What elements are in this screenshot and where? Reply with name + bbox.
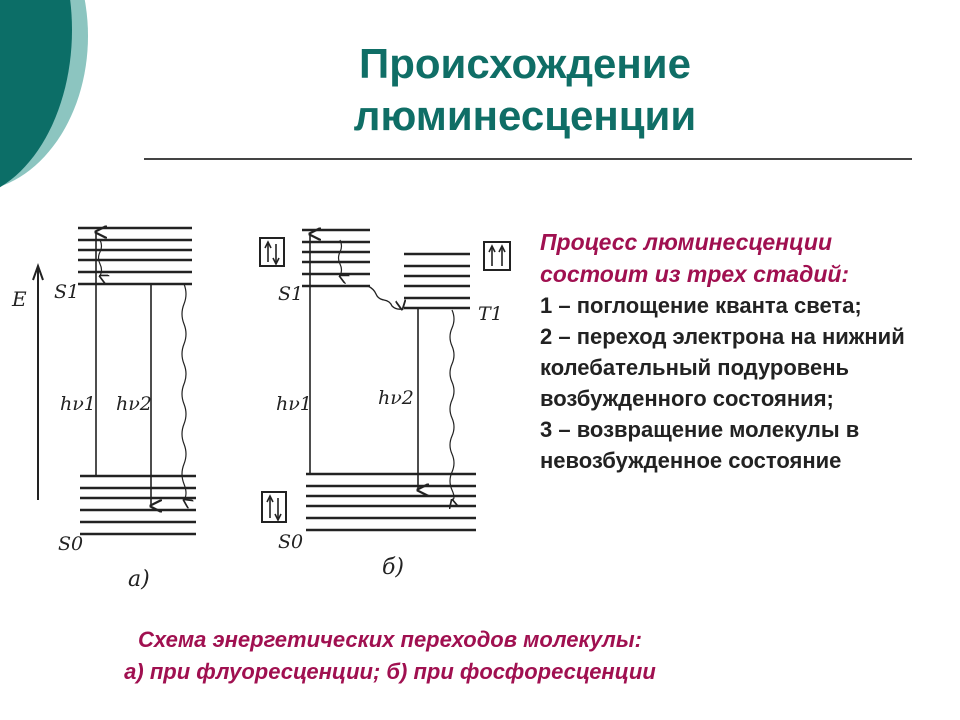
- stage-2: 2 – переход электрона на нижний колебательный подуровень возбужденного состояния;: [540, 324, 905, 411]
- a-s0-levels: [80, 476, 196, 534]
- energy-diagram-svg: [0, 210, 520, 600]
- b-s1-spin-box: [260, 238, 284, 266]
- a-nonradiative-arrow: [182, 284, 186, 500]
- b-s0-label: S0: [278, 531, 304, 553]
- a-panel-label: а): [128, 567, 150, 592]
- caption-line-1: Схема энергетических переходов молекулы:: [138, 627, 642, 652]
- caption-line-2: а) при флуоресценции; б) при фосфоресценции: [124, 659, 656, 684]
- b-panel-label: б): [382, 555, 405, 580]
- a-s1-levels: [78, 228, 192, 284]
- b-hv1-label: hν1: [276, 393, 312, 415]
- b-s1-levels: [302, 230, 370, 286]
- a-s0-label: S0: [58, 533, 84, 555]
- b-hv2-label: hν2: [378, 387, 414, 409]
- b-nonradiative-arrow: [450, 310, 454, 500]
- b-s1-label: S1: [278, 283, 304, 305]
- stage-1: 1 – поглощение кванта света;: [540, 293, 862, 318]
- diagram-b: [260, 230, 510, 580]
- a-relaxation-arrow: [99, 240, 102, 276]
- slide-title: [260, 38, 790, 142]
- process-description: [540, 226, 950, 476]
- b-t1-label: T1: [478, 303, 503, 325]
- lead-line-1: Процесс люминесценции: [540, 229, 833, 255]
- process-lead: [540, 226, 950, 290]
- figure-caption: [30, 624, 750, 688]
- energy-diagram: [0, 210, 520, 600]
- title-divider: [144, 158, 912, 160]
- title-line-2: люминесценции: [353, 92, 697, 139]
- title-line-1: Происхождение: [359, 40, 691, 87]
- b-s0-spin-box: [262, 492, 286, 522]
- a-s1-label: S1: [54, 281, 80, 303]
- a-hv2-label: hν2: [116, 393, 152, 415]
- stage-3: 3 – возвращение молекулы в невозбужденное состояние: [540, 417, 860, 473]
- b-intersystem-arrow: [368, 286, 402, 309]
- lead-line-2: состоит из трех стадий:: [540, 261, 850, 287]
- corner-decoration: [0, 0, 90, 192]
- b-relaxation-arrow: [339, 240, 342, 276]
- b-t1-levels: [404, 254, 470, 308]
- energy-label: E: [12, 287, 27, 311]
- diagram-a: [54, 228, 196, 592]
- b-t1-spin-box: [484, 242, 510, 270]
- a-hv1-label: hν1: [60, 393, 96, 415]
